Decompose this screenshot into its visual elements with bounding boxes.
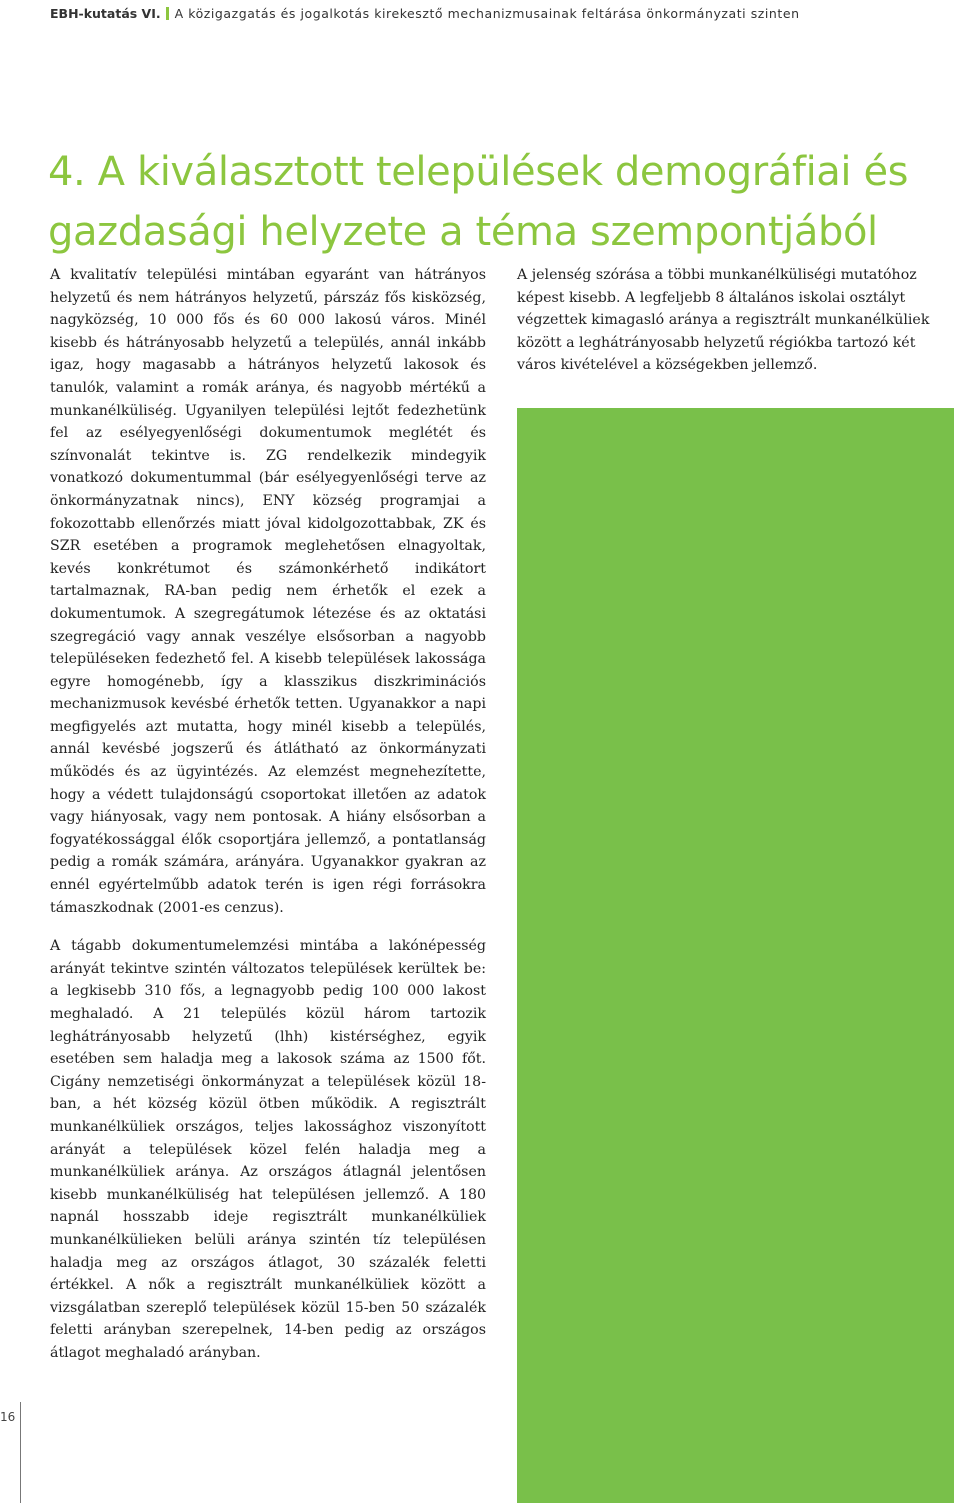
- section-heading: 4. A kiválasztott települések demográfiai és gazdasági helyzete a téma szempontjából: [48, 149, 909, 255]
- green-sidebar-panel: [517, 408, 954, 1503]
- left-column: [50, 264, 486, 1381]
- page-number-rule: [20, 1402, 21, 1503]
- body-paragraph-2: A tágabb dokumentumelemzési mintába a lakónépesség arányát tekintve szintén változatos települések kerültek be: a legkisebb 310 fős, a legnagyobb pedig 100 000 lakost meghaladó. A 21 település közül három tartozik leghátrányosabb helyzetű (lhh) kistérséghez, egyik esetében sem haladja meg a lakosok száma az 1500 főt. Cigány nemzetiségi önkormányzat a települések közül 18-ban, a hét község közül ötben működik. A regisztrált munkanélküliek országos, teljes lakossághoz viszonyított arányát a települések közel felén haladja meg a munkanélküliek aránya. Az országos átlagnál jelentősen kisebb munkanélküliség hat településen jellemző. A 180 napnál hosszabb ideje regisztrált munkanélküliek munkanélkülieken belüli aránya szintén tíz településen haladja meg az országos átlagot, 30 százalék feletti értékkel. A nők a regisztrált munkanélküliek között a vizsgálatban szereplő települések közül 15-ben 50 százalék feletti arányban szerepelnek, 14-ben pedig az országos átlagot meghaladó arányban.: [50, 938, 486, 1361]
- page-number: 16: [0, 1410, 16, 1424]
- header-divider: [166, 7, 169, 20]
- right-paragraph-1: A jelenség szórása a többi munkanélküliségi mutatóhoz képest kisebb. A legfeljebb 8 általános iskolai osztályt végzettek kimagasló aránya a regisztrált munkanélküliek között a leghátrányosabb helyzetű régiókba tartozó két város kivételével a községekben jellemző.: [517, 267, 930, 374]
- running-header: [50, 6, 800, 21]
- right-column: [517, 264, 955, 377]
- series-name: EBH-kutatás VI.: [50, 6, 161, 21]
- report-title: A közigazgatás és jogalkotás kirekesztő mechanizmusainak feltárása önkormányzati szinten: [174, 6, 800, 21]
- body-paragraph-1: A kvalitatív települési mintában egyaránt van hátrányos helyzetű és nem hátrányos helyzetű, párszáz fős kisközség, nagyközség, 10 000 fős és 60 000 lakosú város. Minél kisebb és hátrányosabb helyzetű a település, annál inkább igaz, hogy magasabb a hátrányos helyzetű lakosok és tanulók, valamint a romák aránya, és nagyobb mértékű a munkanélküliség. Ugyanilyen települési lejtőt fedezhetünk fel az esélyegyenlőségi dokumentumok meglétét és színvonalát tekintve is. ZG rendelkezik mindegyik vonatkozó dokumentummal (bár esélyegyenlőségi terve az önkormányzatnak nincs), ENY község programjai a fokozottabb ellenőrzés miatt jóval kidolgozottabbak, ZK és SZR esetében a programok meglehetősen elnagyoltak, kevés konkrétumot és számonkérhető indikátort tartalmaznak, RA-ban pedig nem érhetők el ezek a dokumentumok. A szegregátumok létezése és az oktatási szegregáció vagy annak veszélye elsősorban a nagyobb településeken fedezhető fel. A kisebb települések lakossága egyre homogénebb, így a klasszikus diszkriminációs mechanizmusok kevésbé érhetők tetten. Ugyanakkor a napi megfigyelés azt mutatta, hogy minél kisebb a település, annál kevésbé jogszerű és átlátható az önkormányzati működés és az ügyintézés. Az elemzést megnehezítette, hogy a védett tulajdonságú csoportokat illetően az adatok vagy hiányosak, vagy nem pontosak. A hiány elsősorban a fogyatékossággal élők csoportjára jellemző, a pontatlanság pedig a romák számára, arányára. Ugyanakkor gyakran az ennél egyértelműbb adatok terén is igen régi forrásokra támaszkodnak (2001-es cenzus).: [50, 267, 486, 916]
